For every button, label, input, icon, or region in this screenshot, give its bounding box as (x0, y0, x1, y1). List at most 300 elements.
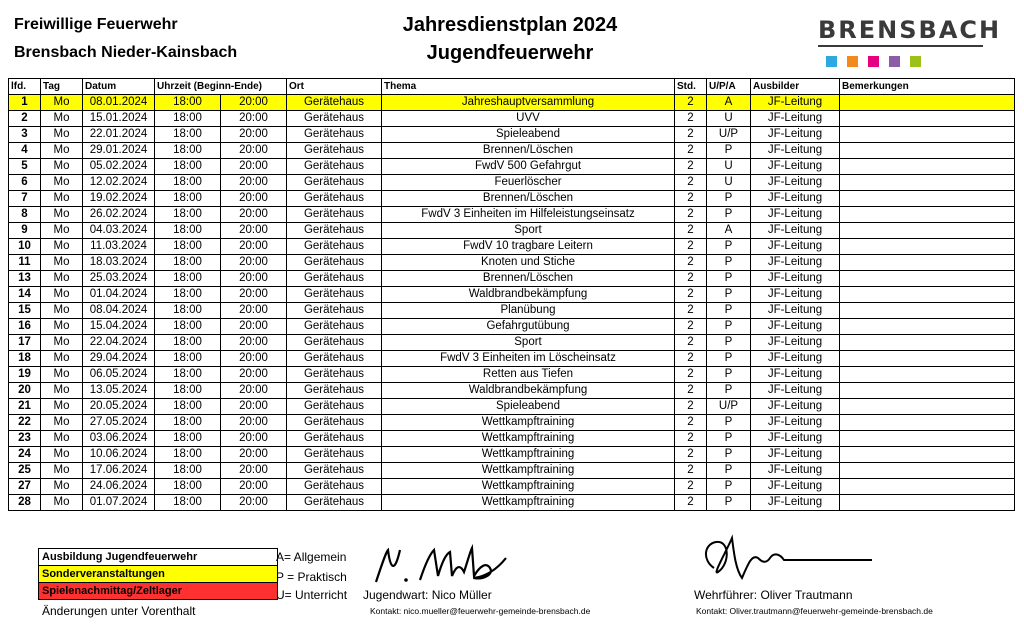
row-datum: 20.05.2024 (83, 399, 155, 415)
row-ort: Gerätehaus (287, 143, 382, 159)
row-ausbilder: JF-Leitung (751, 463, 840, 479)
row-upa: P (707, 463, 751, 479)
row-thema: Retten aus Tiefen (382, 367, 675, 383)
col-header-upa: U/P/A (707, 79, 751, 95)
brand-wordmark: BRENSBACH (818, 16, 1002, 44)
row-ende: 20:00 (221, 255, 287, 271)
row-std: 2 (675, 111, 707, 127)
table-row (9, 287, 1015, 303)
row-thema: Spieleabend (382, 127, 675, 143)
row-beginn: 18:00 (155, 191, 221, 207)
row-beginn: 18:00 (155, 447, 221, 463)
row-ort: Gerätehaus (287, 223, 382, 239)
table-row (9, 463, 1015, 479)
row-ort: Gerätehaus (287, 367, 382, 383)
table-row (9, 111, 1015, 127)
row-beginn: 18:00 (155, 255, 221, 271)
table-row (9, 303, 1015, 319)
row-ort: Gerätehaus (287, 479, 382, 495)
row-ausbilder: JF-Leitung (751, 495, 840, 511)
row-datum: 17.06.2024 (83, 463, 155, 479)
row-bemerkung (840, 255, 1015, 271)
table-row (9, 495, 1015, 511)
row-ende: 20:00 (221, 159, 287, 175)
row-thema: Gefahrgutübung (382, 319, 675, 335)
row-ort: Gerätehaus (287, 255, 382, 271)
wehrfuehrer-contact: Kontakt: Oliver.trautmann@feuerwehr-gemeinde-brensbach.de (696, 606, 933, 616)
table-row (9, 383, 1015, 399)
row-upa: P (707, 479, 751, 495)
row-ende: 20:00 (221, 479, 287, 495)
row-bemerkung (840, 415, 1015, 431)
table-row (9, 479, 1015, 495)
row-ende: 20:00 (221, 111, 287, 127)
row-nr: 2 (9, 111, 41, 127)
row-beginn: 18:00 (155, 431, 221, 447)
row-upa: P (707, 383, 751, 399)
row-nr: 7 (9, 191, 41, 207)
row-ende: 20:00 (221, 367, 287, 383)
page-subtitle: Jugendfeuerwehr (426, 42, 594, 64)
row-upa: P (707, 367, 751, 383)
row-nr: 18 (9, 351, 41, 367)
table-row (9, 367, 1015, 383)
row-tag: Mo (41, 415, 83, 431)
signature-jugendwart (372, 542, 512, 588)
col-header-thema: Thema (382, 79, 675, 95)
row-bemerkung (840, 191, 1015, 207)
row-bemerkung (840, 143, 1015, 159)
table-row (9, 255, 1015, 271)
row-tag: Mo (41, 303, 83, 319)
brand-square (868, 56, 879, 67)
row-nr: 8 (9, 207, 41, 223)
table-row (9, 175, 1015, 191)
row-datum: 26.02.2024 (83, 207, 155, 223)
row-ort: Gerätehaus (287, 95, 382, 111)
row-nr: 3 (9, 127, 41, 143)
row-ort: Gerätehaus (287, 447, 382, 463)
row-bemerkung (840, 303, 1015, 319)
row-std: 2 (675, 335, 707, 351)
row-thema: Sport (382, 223, 675, 239)
row-beginn: 18:00 (155, 175, 221, 191)
row-nr: 25 (9, 463, 41, 479)
row-ende: 20:00 (221, 495, 287, 511)
row-ort: Gerätehaus (287, 463, 382, 479)
row-upa: A (707, 95, 751, 111)
row-ende: 20:00 (221, 95, 287, 111)
row-beginn: 18:00 (155, 335, 221, 351)
row-ausbilder: JF-Leitung (751, 319, 840, 335)
row-ort: Gerätehaus (287, 335, 382, 351)
abbr-unterricht: U= Unterricht (276, 588, 348, 602)
col-header-ausbilder: Ausbilder (751, 79, 840, 95)
row-datum: 22.01.2024 (83, 127, 155, 143)
row-datum: 18.03.2024 (83, 255, 155, 271)
row-ort: Gerätehaus (287, 111, 382, 127)
row-bemerkung (840, 287, 1015, 303)
row-thema: Wettkampftraining (382, 463, 675, 479)
row-std: 2 (675, 463, 707, 479)
brensbach-logo (818, 16, 1002, 67)
row-upa: P (707, 287, 751, 303)
row-datum: 06.05.2024 (83, 367, 155, 383)
col-header-std: Std. (675, 79, 707, 95)
row-std: 2 (675, 479, 707, 495)
row-upa: U (707, 111, 751, 127)
row-ausbilder: JF-Leitung (751, 479, 840, 495)
row-std: 2 (675, 447, 707, 463)
schedule-table (8, 78, 1015, 511)
row-ort: Gerätehaus (287, 207, 382, 223)
row-bemerkung (840, 111, 1015, 127)
row-std: 2 (675, 239, 707, 255)
row-beginn: 18:00 (155, 351, 221, 367)
row-ende: 20:00 (221, 351, 287, 367)
table-row (9, 335, 1015, 351)
row-ende: 20:00 (221, 399, 287, 415)
row-ausbilder: JF-Leitung (751, 255, 840, 271)
row-tag: Mo (41, 111, 83, 127)
row-std: 2 (675, 399, 707, 415)
row-std: 2 (675, 143, 707, 159)
row-bemerkung (840, 479, 1015, 495)
row-upa: P (707, 447, 751, 463)
row-datum: 29.01.2024 (83, 143, 155, 159)
row-ort: Gerätehaus (287, 383, 382, 399)
row-thema: Wettkampftraining (382, 447, 675, 463)
table-row (9, 127, 1015, 143)
abbr-allgemein: A= Allgemein (276, 550, 347, 564)
table-row (9, 143, 1015, 159)
table-row (9, 95, 1015, 111)
table-row (9, 159, 1015, 175)
row-bemerkung (840, 207, 1015, 223)
row-ausbilder: JF-Leitung (751, 223, 840, 239)
row-ort: Gerätehaus (287, 159, 382, 175)
row-thema: Wettkampftraining (382, 415, 675, 431)
row-datum: 08.04.2024 (83, 303, 155, 319)
row-ausbilder: JF-Leitung (751, 431, 840, 447)
col-header-uhrzeit: Uhrzeit (Beginn-Ende) (155, 79, 287, 95)
row-ausbilder: JF-Leitung (751, 127, 840, 143)
row-datum: 19.02.2024 (83, 191, 155, 207)
row-thema: Waldbrandbekämpfung (382, 287, 675, 303)
row-datum: 15.04.2024 (83, 319, 155, 335)
row-ende: 20:00 (221, 447, 287, 463)
row-ort: Gerätehaus (287, 175, 382, 191)
row-ende: 20:00 (221, 383, 287, 399)
row-ende: 20:00 (221, 223, 287, 239)
row-nr: 22 (9, 415, 41, 431)
row-upa: U (707, 159, 751, 175)
brand-underline (818, 45, 983, 47)
row-bemerkung (840, 399, 1015, 415)
row-tag: Mo (41, 271, 83, 287)
row-upa: P (707, 207, 751, 223)
row-beginn: 18:00 (155, 207, 221, 223)
row-std: 2 (675, 383, 707, 399)
row-datum: 11.03.2024 (83, 239, 155, 255)
row-ende: 20:00 (221, 191, 287, 207)
row-nr: 21 (9, 399, 41, 415)
row-thema: Feuerlöscher (382, 175, 675, 191)
row-thema: Spieleabend (382, 399, 675, 415)
row-bemerkung (840, 383, 1015, 399)
row-upa: U/P (707, 127, 751, 143)
row-beginn: 18:00 (155, 479, 221, 495)
row-tag: Mo (41, 127, 83, 143)
row-upa: P (707, 255, 751, 271)
row-datum: 05.02.2024 (83, 159, 155, 175)
brand-square (910, 56, 921, 67)
row-tag: Mo (41, 143, 83, 159)
row-tag: Mo (41, 479, 83, 495)
row-beginn: 18:00 (155, 111, 221, 127)
row-ort: Gerätehaus (287, 351, 382, 367)
table-row (9, 431, 1015, 447)
row-ort: Gerätehaus (287, 303, 382, 319)
row-beginn: 18:00 (155, 367, 221, 383)
col-header-ort: Ort (287, 79, 382, 95)
legend-spielenachmittag: Spielenachmittag/Zeltlager (39, 583, 278, 600)
row-bemerkung (840, 431, 1015, 447)
row-bemerkung (840, 447, 1015, 463)
row-ausbilder: JF-Leitung (751, 415, 840, 431)
row-thema: Wettkampftraining (382, 479, 675, 495)
changes-note: Änderungen unter Vorenthalt (42, 604, 196, 618)
row-tag: Mo (41, 223, 83, 239)
row-tag: Mo (41, 287, 83, 303)
row-nr: 9 (9, 223, 41, 239)
row-tag: Mo (41, 447, 83, 463)
row-upa: P (707, 271, 751, 287)
table-row (9, 223, 1015, 239)
row-ausbilder: JF-Leitung (751, 447, 840, 463)
row-bemerkung (840, 271, 1015, 287)
row-nr: 16 (9, 319, 41, 335)
row-ausbilder: JF-Leitung (751, 111, 840, 127)
table-header-row (9, 79, 1015, 95)
row-std: 2 (675, 271, 707, 287)
row-tag: Mo (41, 95, 83, 111)
row-datum: 01.04.2024 (83, 287, 155, 303)
row-ausbilder: JF-Leitung (751, 367, 840, 383)
row-datum: 12.02.2024 (83, 175, 155, 191)
brand-square (826, 56, 837, 67)
row-thema: Brennen/Löschen (382, 191, 675, 207)
row-tag: Mo (41, 255, 83, 271)
row-bemerkung (840, 367, 1015, 383)
row-std: 2 (675, 351, 707, 367)
row-ende: 20:00 (221, 127, 287, 143)
row-ort: Gerätehaus (287, 319, 382, 335)
row-tag: Mo (41, 367, 83, 383)
row-upa: P (707, 415, 751, 431)
row-upa: P (707, 319, 751, 335)
row-ausbilder: JF-Leitung (751, 95, 840, 111)
row-upa: P (707, 335, 751, 351)
row-ausbilder: JF-Leitung (751, 335, 840, 351)
row-datum: 27.05.2024 (83, 415, 155, 431)
table-row (9, 191, 1015, 207)
row-ende: 20:00 (221, 431, 287, 447)
row-std: 2 (675, 159, 707, 175)
row-beginn: 18:00 (155, 287, 221, 303)
row-tag: Mo (41, 463, 83, 479)
row-beginn: 18:00 (155, 143, 221, 159)
row-upa: A (707, 223, 751, 239)
table-row (9, 319, 1015, 335)
row-thema: Jahreshauptversammlung (382, 95, 675, 111)
row-upa: P (707, 191, 751, 207)
row-bemerkung (840, 175, 1015, 191)
row-thema: Brennen/Löschen (382, 271, 675, 287)
row-std: 2 (675, 175, 707, 191)
row-std: 2 (675, 207, 707, 223)
table-row (9, 239, 1015, 255)
row-beginn: 18:00 (155, 303, 221, 319)
row-ende: 20:00 (221, 143, 287, 159)
row-datum: 24.06.2024 (83, 479, 155, 495)
table-row (9, 351, 1015, 367)
row-tag: Mo (41, 495, 83, 511)
row-datum: 15.01.2024 (83, 111, 155, 127)
row-ende: 20:00 (221, 287, 287, 303)
row-ende: 20:00 (221, 239, 287, 255)
row-ende: 20:00 (221, 303, 287, 319)
row-tag: Mo (41, 399, 83, 415)
row-nr: 4 (9, 143, 41, 159)
row-thema: Planübung (382, 303, 675, 319)
row-thema: Wettkampftraining (382, 431, 675, 447)
row-std: 2 (675, 431, 707, 447)
row-ende: 20:00 (221, 415, 287, 431)
row-ort: Gerätehaus (287, 271, 382, 287)
row-nr: 24 (9, 447, 41, 463)
row-thema: Sport (382, 335, 675, 351)
col-header-datum: Datum (83, 79, 155, 95)
row-bemerkung (840, 319, 1015, 335)
row-ausbilder: JF-Leitung (751, 287, 840, 303)
row-tag: Mo (41, 351, 83, 367)
row-std: 2 (675, 127, 707, 143)
row-beginn: 18:00 (155, 383, 221, 399)
row-bemerkung (840, 495, 1015, 511)
row-nr: 23 (9, 431, 41, 447)
row-ausbilder: JF-Leitung (751, 303, 840, 319)
row-nr: 14 (9, 287, 41, 303)
row-tag: Mo (41, 175, 83, 191)
row-bemerkung (840, 335, 1015, 351)
table-row (9, 399, 1015, 415)
row-ausbilder: JF-Leitung (751, 207, 840, 223)
jugendwart-label: Jugendwart: Nico Müller (363, 588, 492, 602)
row-tag: Mo (41, 239, 83, 255)
row-datum: 10.06.2024 (83, 447, 155, 463)
row-nr: 6 (9, 175, 41, 191)
row-ende: 20:00 (221, 207, 287, 223)
row-bemerkung (840, 223, 1015, 239)
row-bemerkung (840, 95, 1015, 111)
row-std: 2 (675, 415, 707, 431)
row-beginn: 18:00 (155, 399, 221, 415)
row-datum: 03.06.2024 (83, 431, 155, 447)
row-datum: 08.01.2024 (83, 95, 155, 111)
row-upa: P (707, 495, 751, 511)
brand-square (889, 56, 900, 67)
row-tag: Mo (41, 335, 83, 351)
row-beginn: 18:00 (155, 495, 221, 511)
row-nr: 28 (9, 495, 41, 511)
row-ende: 20:00 (221, 175, 287, 191)
row-nr: 17 (9, 335, 41, 351)
page-title: Jahresdienstplan 2024 (402, 14, 618, 36)
row-std: 2 (675, 287, 707, 303)
row-upa: P (707, 431, 751, 447)
row-ausbilder: JF-Leitung (751, 399, 840, 415)
row-ausbilder: JF-Leitung (751, 175, 840, 191)
row-ausbilder: JF-Leitung (751, 271, 840, 287)
row-tag: Mo (41, 159, 83, 175)
row-thema: Brennen/Löschen (382, 143, 675, 159)
table-row (9, 271, 1015, 287)
row-ende: 20:00 (221, 463, 287, 479)
row-thema: Wettkampftraining (382, 495, 675, 511)
table-row (9, 207, 1015, 223)
table-row (9, 415, 1015, 431)
row-bemerkung (840, 351, 1015, 367)
row-upa: P (707, 239, 751, 255)
legend-table (38, 548, 278, 600)
row-upa: P (707, 303, 751, 319)
row-datum: 25.03.2024 (83, 271, 155, 287)
row-beginn: 18:00 (155, 95, 221, 111)
row-bemerkung (840, 127, 1015, 143)
row-datum: 01.07.2024 (83, 495, 155, 511)
row-std: 2 (675, 191, 707, 207)
row-nr: 20 (9, 383, 41, 399)
row-std: 2 (675, 495, 707, 511)
col-header-tag: Tag (41, 79, 83, 95)
row-upa: U (707, 175, 751, 191)
row-ort: Gerätehaus (287, 495, 382, 511)
row-thema: Knoten und Stiche (382, 255, 675, 271)
row-beginn: 18:00 (155, 319, 221, 335)
row-nr: 27 (9, 479, 41, 495)
row-std: 2 (675, 367, 707, 383)
wehrfuehrer-label: Wehrführer: Oliver Trautmann (694, 588, 853, 602)
row-ende: 20:00 (221, 319, 287, 335)
row-nr: 19 (9, 367, 41, 383)
row-bemerkung (840, 463, 1015, 479)
row-nr: 1 (9, 95, 41, 111)
row-nr: 15 (9, 303, 41, 319)
row-ausbilder: JF-Leitung (751, 383, 840, 399)
row-datum: 04.03.2024 (83, 223, 155, 239)
row-ausbilder: JF-Leitung (751, 239, 840, 255)
row-thema: Waldbrandbekämpfung (382, 383, 675, 399)
row-nr: 11 (9, 255, 41, 271)
row-bemerkung (840, 159, 1015, 175)
row-nr: 5 (9, 159, 41, 175)
row-thema: FwdV 10 tragbare Leitern (382, 239, 675, 255)
row-std: 2 (675, 303, 707, 319)
row-std: 2 (675, 319, 707, 335)
row-thema: FwdV 500 Gefahrgut (382, 159, 675, 175)
row-ort: Gerätehaus (287, 399, 382, 415)
